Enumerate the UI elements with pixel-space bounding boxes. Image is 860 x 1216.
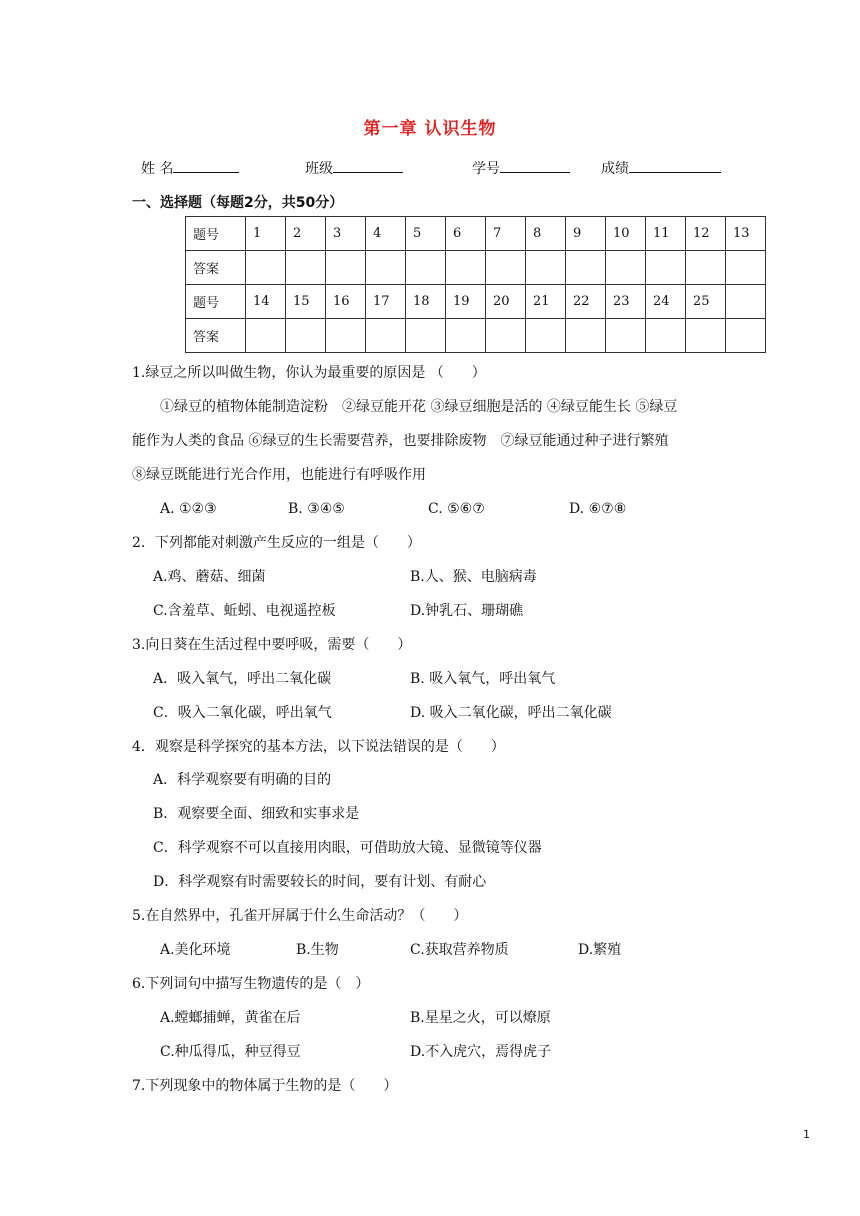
class-label: 班级 xyxy=(305,161,333,177)
answer-cell[interactable] xyxy=(526,251,566,285)
question-1-option-c[interactable]: C. ⑤⑥⑦ xyxy=(428,501,485,517)
table-cell: 15 xyxy=(286,285,326,319)
table-cell: 10 xyxy=(606,217,646,251)
student-id-label: 学号 xyxy=(472,161,500,177)
answer-cell[interactable] xyxy=(606,251,646,285)
question-7-stem: 7.下列现象中的物体属于生物的是（ ） xyxy=(132,1078,398,1094)
table-cell: 4 xyxy=(366,217,406,251)
table-cell: 20 xyxy=(486,285,526,319)
answer-cell[interactable] xyxy=(486,319,526,353)
table-cell: 6 xyxy=(446,217,486,251)
answer-cell[interactable] xyxy=(566,251,606,285)
question-1-option-a[interactable]: A. ①②③ xyxy=(160,501,217,517)
question-2-option-b[interactable]: B.人、猴、电脑病毒 xyxy=(410,569,537,585)
table-cell: 14 xyxy=(246,285,286,319)
table-header-cell: 题号 xyxy=(186,217,246,251)
question-5-option-c[interactable]: C.获取营养物质 xyxy=(410,942,509,958)
table-cell: 24 xyxy=(646,285,686,319)
question-5-option-b[interactable]: B.生物 xyxy=(296,942,339,958)
question-1-option-d[interactable]: D. ⑥⑦⑧ xyxy=(569,501,627,517)
table-cell: 9 xyxy=(566,217,606,251)
table-cell: 17 xyxy=(366,285,406,319)
question-6-option-a[interactable]: A.螳螂捕蝉，黄雀在后 xyxy=(160,1010,301,1026)
question-2-stem: 2．下列都能对刺激产生反应的一组是（ ） xyxy=(132,535,421,551)
answer-cell[interactable] xyxy=(246,251,286,285)
answer-table xyxy=(185,216,766,353)
table-row xyxy=(186,285,766,319)
question-3-option-a[interactable]: A．吸入氧气，呼出二氧化碳 xyxy=(153,671,332,687)
question-1-text-line: 能作为人类的食品 ⑥绿豆的生长需要营养，也要排除废物 ⑦绿豆能通过种子进行繁殖 xyxy=(132,433,669,449)
score-label: 成绩 xyxy=(601,161,629,177)
table-cell: 5 xyxy=(406,217,446,251)
answer-cell[interactable] xyxy=(446,251,486,285)
table-cell xyxy=(726,285,766,319)
answer-cell[interactable] xyxy=(286,251,326,285)
question-6-option-b[interactable]: B.星星之火，可以燎原 xyxy=(410,1010,551,1026)
table-cell: 12 xyxy=(686,217,726,251)
question-2-option-a[interactable]: A.鸡、蘑菇、细菌 xyxy=(153,569,266,585)
score-blank xyxy=(629,158,721,173)
question-1-option-b[interactable]: B. ③④⑤ xyxy=(288,501,345,517)
table-header-cell: 题号 xyxy=(186,285,246,319)
name-label: 姓 名 xyxy=(141,161,174,177)
table-row xyxy=(186,217,766,251)
table-cell: 11 xyxy=(646,217,686,251)
question-6-option-d[interactable]: D.不入虎穴，焉得虎子 xyxy=(410,1044,552,1060)
class-blank xyxy=(333,158,403,173)
table-cell: 13 xyxy=(726,217,766,251)
answer-cell[interactable] xyxy=(566,319,606,353)
student-id-field xyxy=(472,158,570,178)
answer-cell[interactable] xyxy=(686,251,726,285)
question-1-text-line: ①绿豆的植物体能制造淀粉 ②绿豆能开花 ③绿豆细胞是活的 ④绿豆能生长 ⑤绿豆 xyxy=(160,399,678,415)
question-6-stem: 6.下列词句中描写生物遗传的是（ ） xyxy=(132,976,370,992)
answer-cell[interactable] xyxy=(606,319,646,353)
table-cell: 2 xyxy=(286,217,326,251)
class-field xyxy=(305,158,403,178)
table-cell: 25 xyxy=(686,285,726,319)
table-cell: 1 xyxy=(246,217,286,251)
table-header-cell: 答案 xyxy=(186,251,246,285)
table-row xyxy=(186,251,766,285)
question-4-option-c[interactable]: C．科学观察不可以直接用肉眼，可借助放大镜、显微镜等仪器 xyxy=(153,840,542,856)
answer-cell[interactable] xyxy=(486,251,526,285)
answer-cell[interactable] xyxy=(366,319,406,353)
question-5-option-d[interactable]: D.繁殖 xyxy=(578,942,622,958)
score-field xyxy=(601,158,721,178)
question-6-option-c[interactable]: C.种瓜得瓜，种豆得豆 xyxy=(160,1044,301,1060)
answer-cell[interactable] xyxy=(726,251,766,285)
question-1-text-line: ⑧绿豆既能进行光合作用，也能进行有呼吸作用 xyxy=(132,467,426,483)
section-heading: 一、选择题（每题2分，共50分） xyxy=(132,195,344,211)
table-cell: 19 xyxy=(446,285,486,319)
answer-cell[interactable] xyxy=(246,319,286,353)
table-cell: 16 xyxy=(326,285,366,319)
page-title: 第一章 认识生物 xyxy=(363,119,497,139)
question-4-stem: 4．观察是科学探究的基本方法，以下说法错误的是（ ） xyxy=(132,739,505,755)
answer-cell[interactable] xyxy=(406,251,446,285)
question-2-option-c[interactable]: C.含羞草、蚯蚓、电视遥控板 xyxy=(153,603,336,619)
answer-cell[interactable] xyxy=(406,319,446,353)
answer-cell[interactable] xyxy=(646,251,686,285)
question-5-stem: 5.在自然界中，孔雀开屏属于什么生命活动？（ ） xyxy=(132,908,468,924)
question-5-option-a[interactable]: A.美化环境 xyxy=(160,942,231,958)
answer-cell[interactable] xyxy=(366,251,406,285)
answer-cell[interactable] xyxy=(526,319,566,353)
question-4-option-d[interactable]: D．科学观察有时需要较长的时间，要有计划、有耐心 xyxy=(153,874,487,890)
question-1-stem: 1.绿豆之所以叫做生物，你认为最重要的原因是 （ ） xyxy=(132,365,486,381)
table-header-cell: 答案 xyxy=(186,319,246,353)
table-cell: 22 xyxy=(566,285,606,319)
name-blank xyxy=(173,158,239,173)
answer-cell[interactable] xyxy=(446,319,486,353)
table-row xyxy=(186,319,766,353)
question-3-stem: 3.向日葵在生活过程中要呼吸，需要（ ） xyxy=(132,637,412,653)
answer-cell[interactable] xyxy=(726,319,766,353)
question-3-option-b[interactable]: B. 吸入氧气，呼出氧气 xyxy=(410,671,556,687)
name-field xyxy=(141,158,239,178)
table-cell: 21 xyxy=(526,285,566,319)
answer-cell[interactable] xyxy=(646,319,686,353)
page-number: 1 xyxy=(803,1128,810,1141)
question-3-option-c[interactable]: C．吸入二氧化碳，呼出氧气 xyxy=(153,705,332,721)
answer-cell[interactable] xyxy=(326,319,366,353)
answer-cell[interactable] xyxy=(326,251,366,285)
question-4-option-a[interactable]: A．科学观察要有明确的目的 xyxy=(153,772,332,788)
table-cell: 3 xyxy=(326,217,366,251)
student-id-blank xyxy=(500,158,570,173)
table-cell: 8 xyxy=(526,217,566,251)
question-4-option-b[interactable]: B．观察要全面、细致和实事求是 xyxy=(153,806,360,822)
question-2-option-d[interactable]: D.钟乳石、珊瑚礁 xyxy=(410,603,524,619)
answer-cell[interactable] xyxy=(686,319,726,353)
question-3-option-d[interactable]: D. 吸入二氧化碳，呼出二氧化碳 xyxy=(410,705,612,721)
table-cell: 18 xyxy=(406,285,446,319)
answer-cell[interactable] xyxy=(286,319,326,353)
table-cell: 7 xyxy=(486,217,526,251)
table-cell: 23 xyxy=(606,285,646,319)
